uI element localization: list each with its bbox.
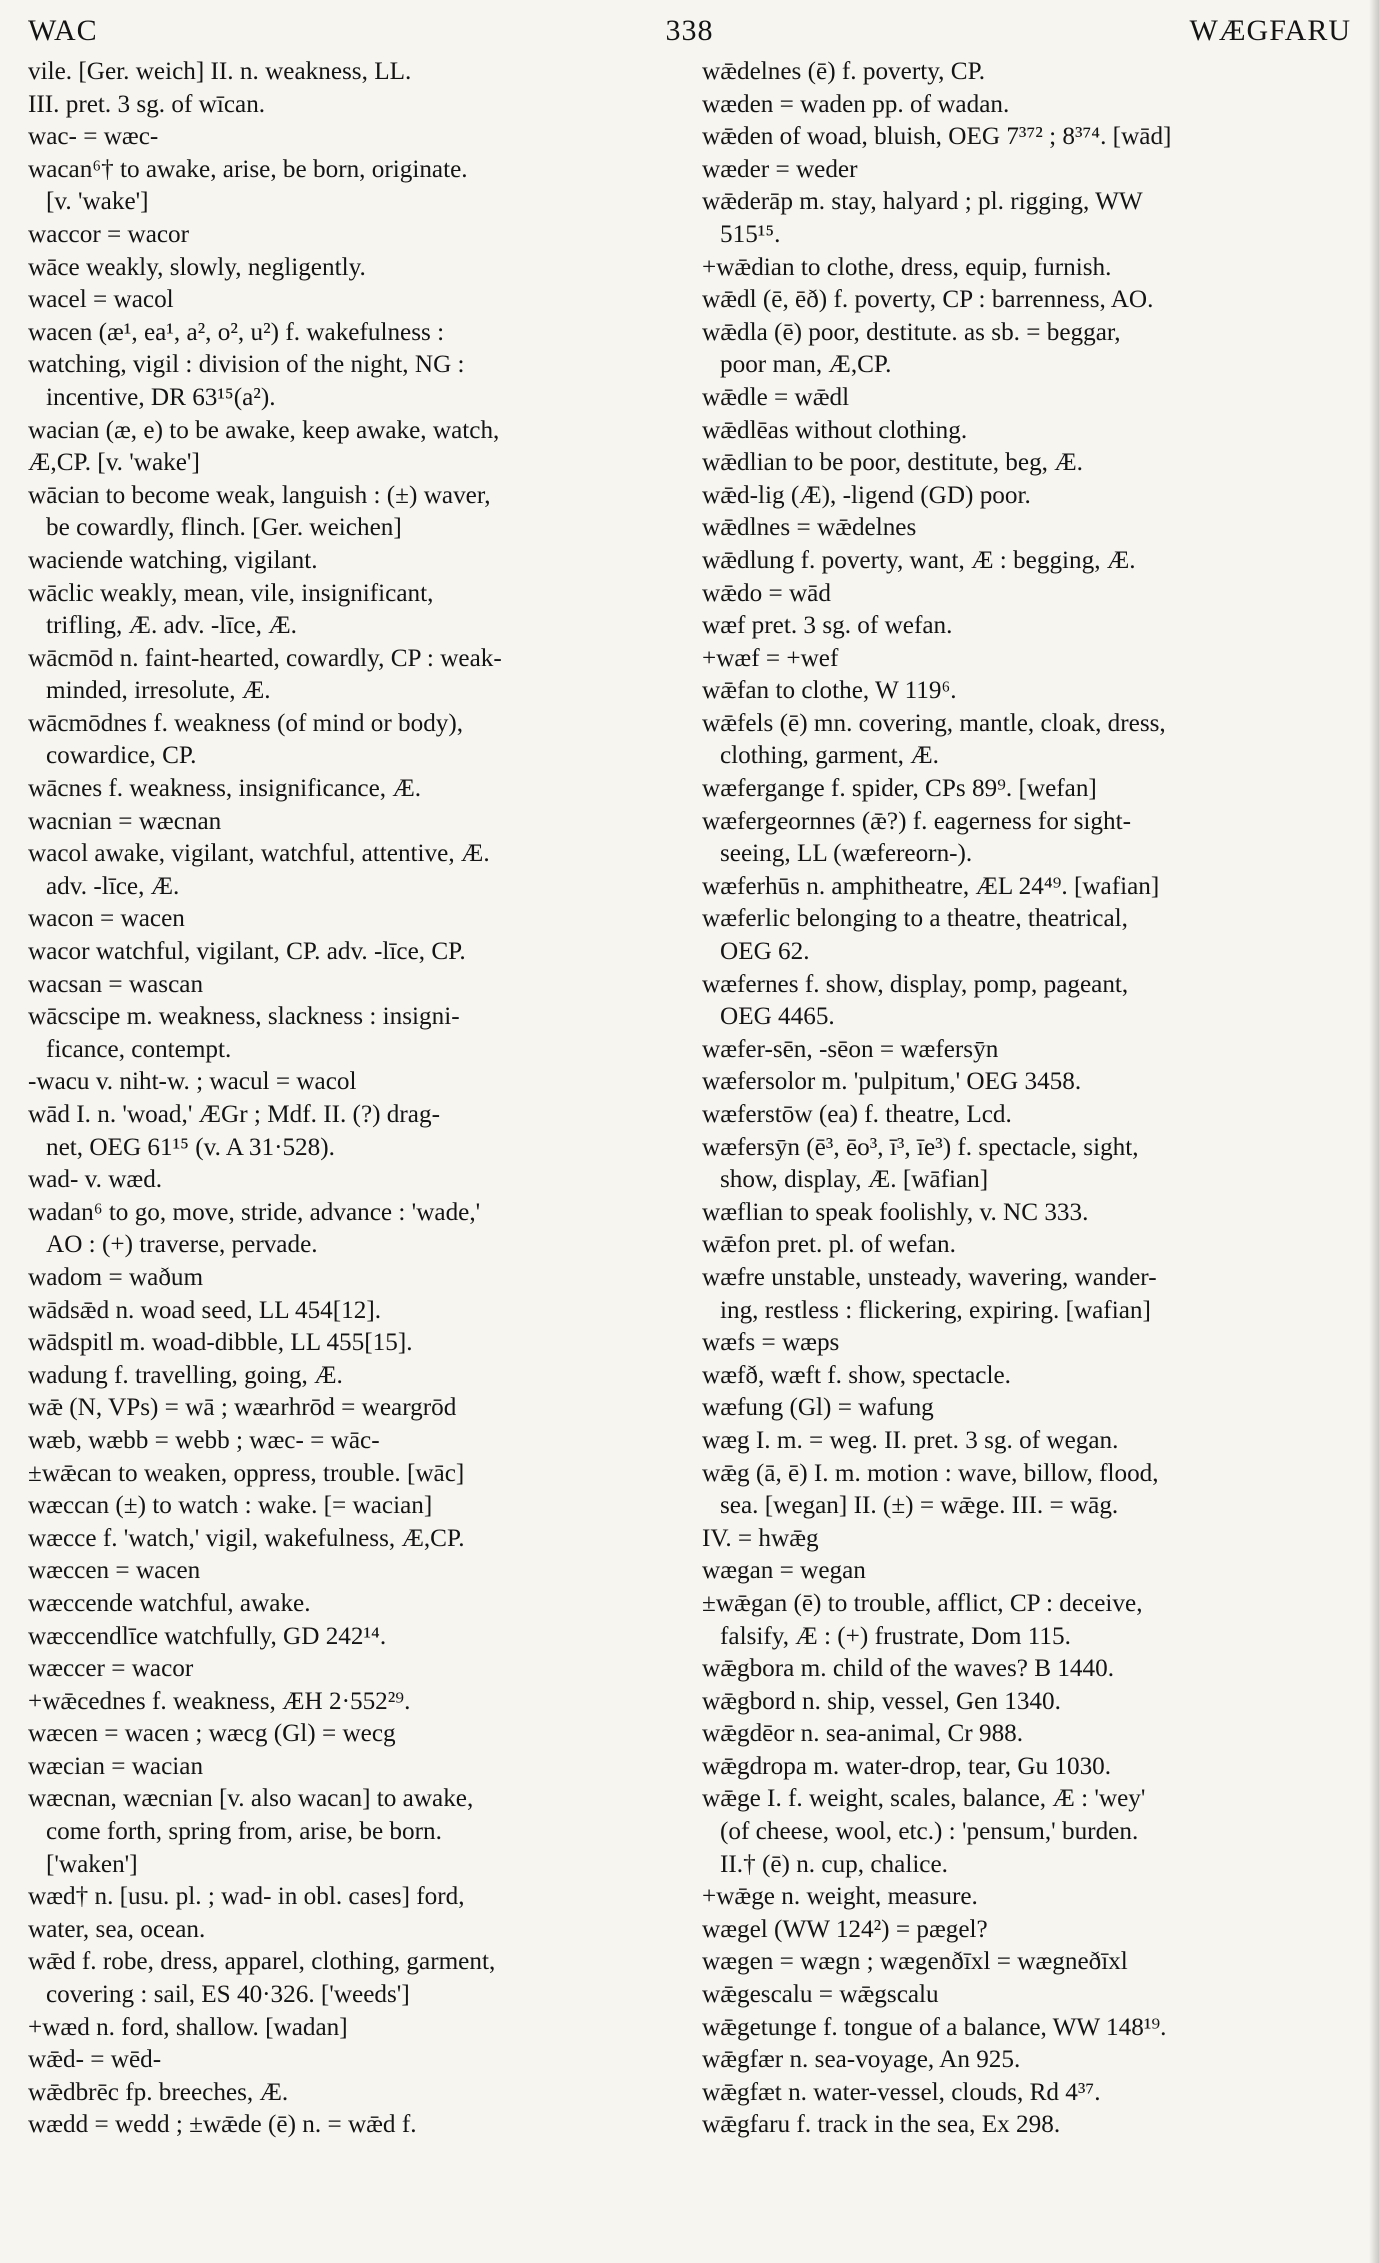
- entry-line: wādsǣd n. woad seed, LL 454[12].: [28, 1296, 382, 1324]
- entry-line: wācnes f. weakness, insignificance, Æ.: [28, 775, 422, 803]
- entry-line: wadan⁶ to go, move, stride, advance : 'wade,': [28, 1198, 481, 1226]
- header-last-entry: WÆGFARU: [1189, 14, 1351, 47]
- entry-line: wǣdle = wǣdl: [702, 383, 850, 411]
- entry-line: +wæf = +wef: [702, 644, 839, 672]
- entry-line: wǣgfæt n. water-vessel, clouds, Rd 4³⁷.: [702, 2078, 1101, 2106]
- entry-line: wǣd f. robe, dress, apparel, clothing, garment,: [28, 1948, 496, 1976]
- entry-line: wǣdlian to be poor, destitute, beg, Æ.: [702, 449, 1083, 477]
- entry-line: trifling, Æ. adv. -līce, Æ.: [46, 612, 297, 640]
- entry-line: wǣgbord n. ship, vessel, Gen 1340.: [702, 1687, 1061, 1715]
- page-edge-shadow: [1369, 0, 1379, 2263]
- entry-line: wācmōd n. faint-hearted, cowardly, CP : weak-: [28, 644, 502, 672]
- entry-line: wǣdlnes = wǣdelnes: [702, 514, 917, 542]
- entry-line: wæfergeornnes (ǣ?) f. eagerness for sight-: [702, 807, 1131, 835]
- entry-line: Æ,CP. [v. 'wake']: [28, 449, 200, 477]
- entry-line: wǣdlēas without clothing.: [702, 416, 968, 444]
- entry-line: wæfergange f. spider, CPs 89⁹. [wefan]: [702, 775, 1097, 803]
- entry-line: +wǣdian to clothe, dress, equip, furnish.: [702, 253, 1112, 281]
- header-first-entry: WAC: [28, 14, 98, 47]
- entry-line: wæcian = wacian: [28, 1752, 204, 1780]
- entry-line: come forth, spring from, arise, be born.: [46, 1818, 442, 1846]
- entry-line: wæccer = wacor: [28, 1655, 194, 1683]
- entry-line: wǣgbora m. child of the waves? B 1440.: [702, 1655, 1115, 1683]
- entry-line: -wacu v. niht-w. ; wacul = wacol: [28, 1068, 357, 1096]
- entry-line: wæb, wæbb = webb ; wæc- = wāc-: [28, 1426, 380, 1454]
- entry-line: wādspitl m. woad-dibble, LL 455[15].: [28, 1329, 413, 1357]
- entry-line: wæfersȳn (ē³, ēo³, ī³, īe³) f. spectacle, sight,: [702, 1133, 1139, 1161]
- entry-line: wācmōdnes f. weakness (of mind or body),: [28, 709, 464, 737]
- entry-line: [v. 'wake']: [46, 188, 149, 216]
- entry-line: 515¹⁵.: [720, 220, 781, 248]
- entry-line: wād I. n. 'woad,' ÆGr ; Mdf. II. (?) drag-: [28, 1101, 440, 1128]
- entry-line: ['waken']: [46, 1850, 138, 1878]
- entry-line: wāce weakly, slowly, negligently.: [28, 253, 366, 281]
- entry-line: wǣgdēor n. sea-animal, Cr 988.: [702, 1720, 1024, 1748]
- entry-line: wæfð, wæft f. show, spectacle.: [702, 1361, 1011, 1389]
- entry-line: vile. [Ger. weich] II. n. weakness, LL.: [28, 58, 412, 85]
- entry-line: wacon = wacen: [28, 905, 185, 933]
- entry-line: wǣgfaru f. track in the sea, Ex 298.: [702, 2111, 1061, 2139]
- entry-line: wacen (æ¹, ea¹, a², o², u²) f. wakefulness :: [28, 318, 445, 346]
- entry-line: clothing, garment, Æ.: [720, 742, 939, 770]
- entry-line: (of cheese, wool, etc.) : 'pensum,' burden.: [720, 1818, 1139, 1846]
- entry-line: OEG 62.: [720, 938, 810, 966]
- entry-line: wācian to become weak, languish : (±) waver,: [28, 481, 491, 509]
- entry-line: wæfernes f. show, display, pomp, pageant,: [702, 970, 1129, 998]
- entry-line: wæfersolor m. 'pulpitum,' OEG 3458.: [702, 1068, 1082, 1096]
- entry-line: wǣdl (ē, ēð) f. poverty, CP : barrenness, AO.: [702, 286, 1154, 314]
- entry-line: IV. = hwǣg: [702, 1524, 819, 1552]
- entry-line: wǣdelnes (ē) f. poverty, CP.: [702, 58, 986, 85]
- entry-line: II.† (ē) n. cup, chalice.: [720, 1850, 948, 1878]
- entry-line: wæferlic belonging to a theatre, theatrical,: [702, 905, 1128, 933]
- entry-line: incentive, DR 63¹⁵(a²).: [46, 383, 276, 411]
- entry-line: wæccan (±) to watch : wake. [= wacian]: [28, 1492, 433, 1520]
- entry-line: wad- v. wæd.: [28, 1166, 163, 1194]
- entry-line: wadung f. travelling, going, Æ.: [28, 1361, 343, 1389]
- entry-line: wǣd-lig (Æ), -ligend (GD) poor.: [702, 481, 1031, 509]
- entry-line: wæder = weder: [702, 155, 858, 183]
- entry-line: wǣfan to clothe, W 119⁶.: [702, 677, 957, 705]
- entry-line: wacian (æ, e) to be awake, keep awake, watch,: [28, 416, 500, 444]
- entry-line: wacol awake, vigilant, watchful, attentive, Æ.: [28, 840, 490, 868]
- entry-line: wæccendlīce watchfully, GD 242¹⁴.: [28, 1622, 387, 1650]
- entry-line: wǣgfær n. sea-voyage, An 925.: [702, 2046, 1021, 2074]
- entry-line: wæd† n. [usu. pl. ; wad- in obl. cases] ford,: [28, 1883, 465, 1911]
- entry-line: wæfre unstable, unsteady, wavering, wander-: [702, 1263, 1157, 1291]
- entry-line: wǣderāp m. stay, halyard ; pl. rigging, WW: [702, 188, 1143, 216]
- entry-line: wacnian = wæcnan: [28, 807, 222, 835]
- entry-line: wǣgdropa m. water-drop, tear, Gu 1030.: [702, 1752, 1112, 1780]
- entry-line: wacsan = wascan: [28, 970, 204, 998]
- entry-line: wǣdo = wād: [702, 579, 831, 607]
- entry-line: wǣge I. f. weight, scales, balance, Æ : 'wey': [702, 1785, 1146, 1813]
- entry-line: wægel (WW 124²) = pægel?: [702, 1915, 988, 1943]
- entry-line: wæg I. m. = weg. II. pret. 3 sg. of wegan.: [702, 1426, 1119, 1454]
- entry-line: seeing, LL (wæfereorn-).: [720, 840, 973, 868]
- entry-line: wacel = wacol: [28, 286, 174, 314]
- entry-line: sea. [wegan] II. (±) = wǣge. III. = wāg.: [720, 1492, 1119, 1520]
- entry-line: wǣdbrēc fp. breeches, Æ.: [28, 2078, 289, 2106]
- entry-line: wǣden of woad, bluish, OEG 7³⁷² ; 8³⁷⁴. [wād]: [702, 123, 1172, 151]
- entry-line: show, display, Æ. [wāfian]: [720, 1166, 989, 1194]
- entry-line: wæfung (Gl) = wafung: [702, 1394, 934, 1422]
- entry-line: ficance, contempt.: [46, 1035, 232, 1063]
- entry-line: wācscipe m. weakness, slackness : insigni-: [28, 1003, 460, 1031]
- entry-line: wæfs = wæps: [702, 1329, 840, 1357]
- entry-line: wæccende watchful, awake.: [28, 1589, 311, 1617]
- page-number: 338: [665, 14, 714, 47]
- entry-line: ±wǣgan (ē) to trouble, afflict, CP : deceive,: [702, 1589, 1143, 1617]
- entry-line: wædd = wedd ; ±wǣde (ē) n. = wǣd f.: [28, 2111, 417, 2139]
- entry-line: wæccen = wacen: [28, 1557, 201, 1585]
- entry-line: waciende watching, vigilant.: [28, 546, 318, 574]
- entry-line: wacor watchful, vigilant, CP. adv. -līce, CP.: [28, 938, 466, 966]
- running-header: [28, 8, 1351, 52]
- entry-line: wæcnan, wæcnian [v. also wacan] to awake,: [28, 1785, 474, 1813]
- entry-line: covering : sail, ES 40·326. ['weeds']: [46, 1981, 410, 2009]
- entry-line: water, sea, ocean.: [28, 1915, 206, 1943]
- entry-line: wǣgetunge f. tongue of a balance, WW 148¹⁹.: [702, 2013, 1167, 2041]
- entry-line: wæcce f. 'watch,' vigil, wakefulness, Æ,CP.: [28, 1524, 465, 1552]
- entry-line: wāclic weakly, mean, vile, insignificant,: [28, 579, 434, 607]
- entry-line: wǣg (ā, ē) I. m. motion : wave, billow, flood,: [702, 1459, 1159, 1487]
- entry-line: wǣgescalu = wǣgscalu: [702, 1981, 939, 2009]
- entry-line: waccor = wacor: [28, 220, 190, 248]
- left-column: [28, 56, 676, 2142]
- entry-line: be cowardly, flinch. [Ger. weichen]: [46, 514, 402, 542]
- entry-line: wadom = waðum: [28, 1263, 204, 1291]
- entry-line: III. pret. 3 sg. of wīcan.: [28, 90, 266, 118]
- entry-line: wægen = wægn ; wægenðīxl = wægneðīxl: [702, 1948, 1128, 1976]
- entry-line: wǣdla (ē) poor, destitute. as sb. = beggar,: [702, 318, 1121, 346]
- entry-line: watching, vigil : division of the night, NG :: [28, 351, 465, 379]
- entry-line: adv. -līce, Æ.: [46, 872, 180, 900]
- entry-line: wǣfels (ē) mn. covering, mantle, cloak, dress,: [702, 709, 1166, 737]
- entry-line: wacan⁶† to awake, arise, be born, originate.: [28, 155, 468, 183]
- entry-line: wac- = wæc-: [28, 123, 159, 151]
- entry-line: AO : (+) traverse, pervade.: [46, 1231, 318, 1259]
- entry-line: +wǣcednes f. weakness, ÆH 2·552²⁹.: [28, 1687, 411, 1715]
- entry-line: wǣfon pret. pl. of wefan.: [702, 1231, 956, 1259]
- entry-line: wæfer-sēn, -sēon = wæfersȳn: [702, 1035, 999, 1063]
- right-column: [702, 56, 1350, 2142]
- entry-line: ing, restless : flickering, expiring. [wafian]: [720, 1296, 1151, 1324]
- entry-line: wǣdlung f. poverty, want, Æ : begging, Æ.: [702, 546, 1136, 574]
- entry-line: wæden = waden pp. of wadan.: [702, 90, 1010, 118]
- entry-line: cowardice, CP.: [46, 742, 197, 770]
- entry-line: wægan = wegan: [702, 1557, 866, 1585]
- entry-line: wæferstōw (ea) f. theatre, Lcd.: [702, 1101, 1012, 1128]
- entry-line: +wæd n. ford, shallow. [wadan]: [28, 2013, 348, 2041]
- entry-line: net, OEG 61¹⁵ (v. A 31·528).: [46, 1133, 335, 1161]
- entry-line: poor man, Æ,CP.: [720, 351, 892, 379]
- entry-line: minded, irresolute, Æ.: [46, 677, 271, 705]
- entry-line: wǣ (N, VPs) = wā ; wæarhrōd = weargrōd: [28, 1394, 457, 1422]
- entry-line: wæferhūs n. amphitheatre, ÆL 24⁴⁹. [wafian]: [702, 872, 1160, 900]
- entry-line: OEG 4465.: [720, 1003, 835, 1031]
- entry-line: wæcen = wacen ; wæcg (Gl) = wecg: [28, 1720, 396, 1748]
- entry-line: +wǣge n. weight, measure.: [702, 1883, 978, 1911]
- entry-line: wæflian to speak foolishly, v. NC 333.: [702, 1198, 1089, 1226]
- entry-line: wæf pret. 3 sg. of wefan.: [702, 612, 953, 640]
- entry-line: ±wǣcan to weaken, oppress, trouble. [wāc]: [28, 1459, 465, 1487]
- entry-line: wǣd- = wēd-: [28, 2046, 162, 2074]
- entry-line: falsify, Æ : (+) frustrate, Dom 115.: [720, 1622, 1071, 1650]
